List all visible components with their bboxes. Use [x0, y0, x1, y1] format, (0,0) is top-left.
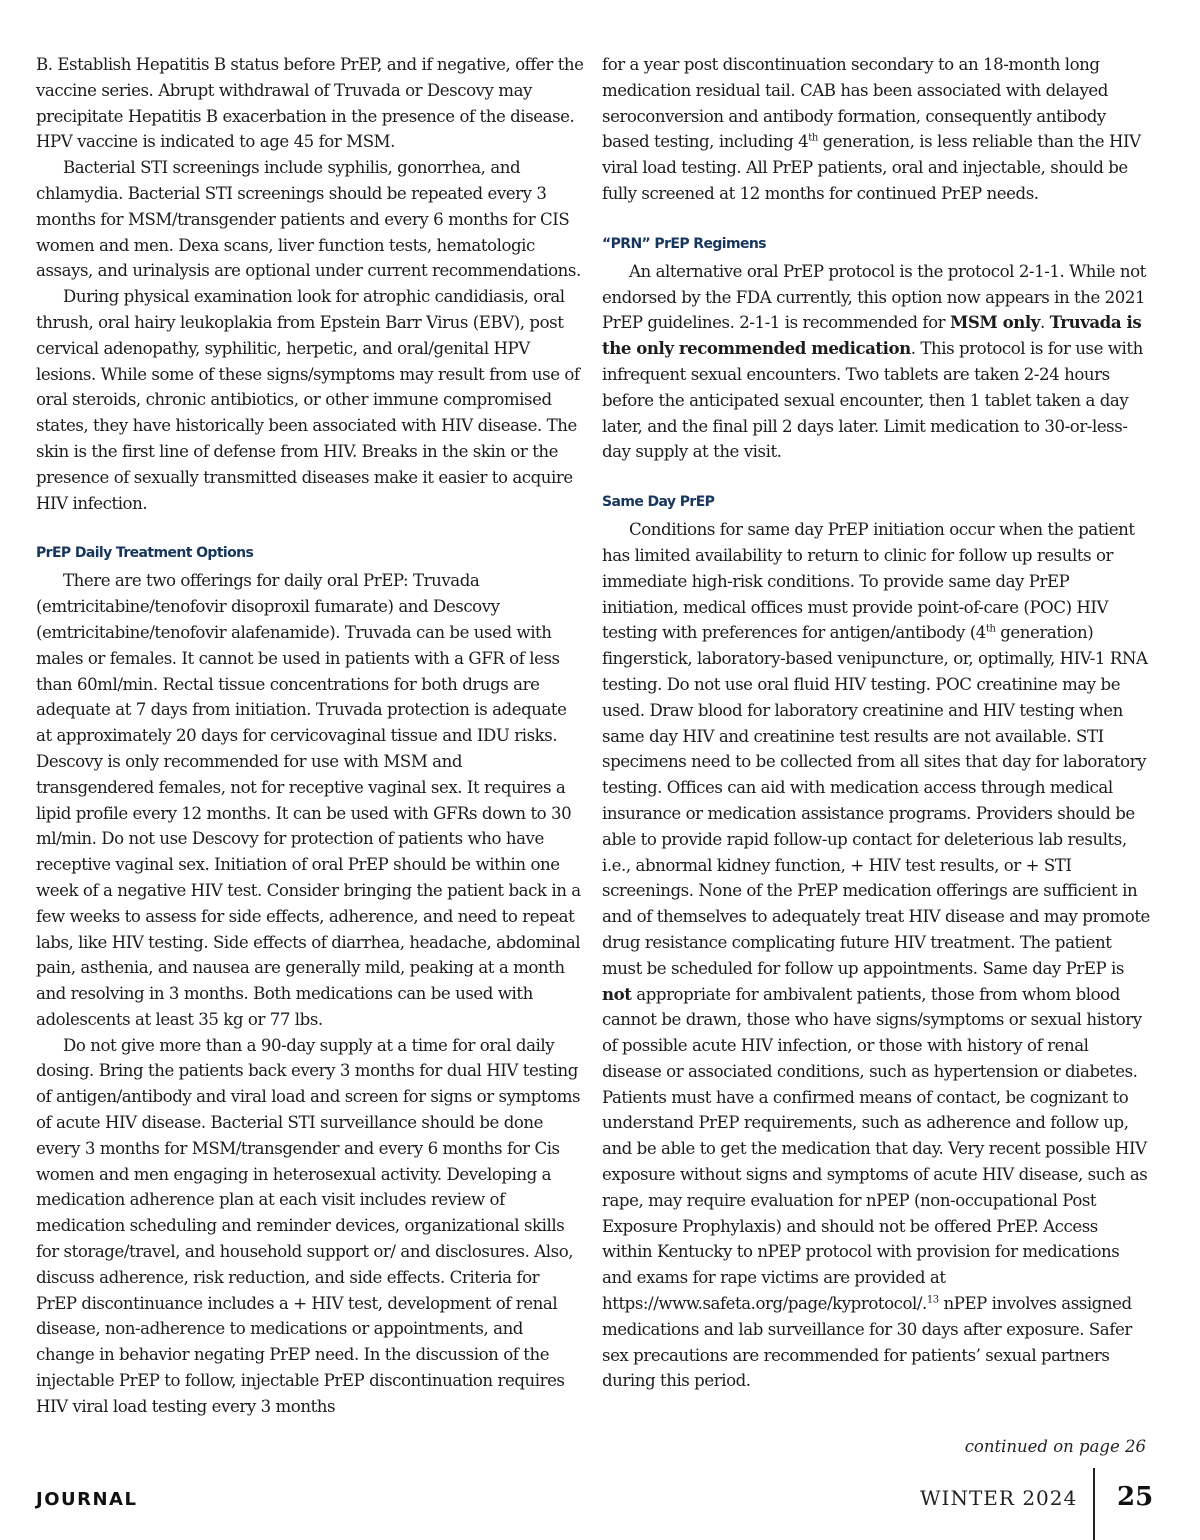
- superscript: th: [985, 623, 996, 635]
- paragraph-discontinuation: [602, 52, 1150, 207]
- bold-text: MSM only: [949, 312, 1040, 333]
- paragraph-hepatitis: B. Establish Hepatitis B status before PrEP, and if negative, offer the vaccine series. Abrupt withdrawal of Truvada or Descovy may precipitate Hepatitis B exacerbation in the presence of the disease. HPV vaccine is indicated to age 45 for MSM.: [36, 55, 584, 152]
- paragraph-sti-screenings: Bacterial STI screenings include syphilis, gonorrhea, and chlamydia. Bacterial STI screenings should be repeated every 3 months for MSM/transgender patients and every 6 months for CIS women and men. Dexa scans, liver function tests, hematologic assays, and urinalysis are optional under current recommendations.: [36, 158, 581, 281]
- text-run: generation, is less reliable than the HIV viral load testing. All PrEP patients, oral and injectable, should be fully screened at 12 months for continued PrEP needs.: [602, 132, 1141, 203]
- footer-issue-season: WINTER 2024: [920, 1486, 1078, 1510]
- text-run: appropriate for ambivalent patients, those from whom blood cannot be drawn, those who have signs/symptoms or sexual history of possible acute HIV infection, or those with history of renal disease or associated conditions, such as hypertension or diabetes. Patients must have a confirmed means of contact, be cognizant to understand PrEP requirements, such as adherence and follow up, and be able to get the medication that day. Very recent possible HIV exposure without signs and symptoms of acute HIV disease, such as rape, may require evaluation for nPEP (non-occupational Post Exposure Prophylaxis) and should not be offered PrEP. Access within Kentucky to nPEP protocol with provision for medications and exams for rape victims are provided at https://www.safeta.org/page/kyprotocol/.: [602, 984, 1148, 1314]
- heading-daily-treatment: PrEP Daily Treatment Options: [36, 545, 254, 562]
- footer-journal-title: JOURNAL: [36, 1489, 138, 1510]
- page-number: 25: [1117, 1482, 1154, 1512]
- footer-divider: [1093, 1468, 1095, 1540]
- text-run: for a year post discontinuation secondary to an 18-month long medication residual tail. CAB has been associated with delayed seroconversion and antibody formation, consequently antibody based testing, including 4: [602, 55, 1108, 152]
- bold-text: not: [602, 983, 632, 1004]
- paragraph-same-day: [602, 517, 1150, 1394]
- text-run: An alternative oral PrEP protocol is the protocol 2-1-1. While not endorsed by the FDA currently, this option now appears in the 2021 PrEP guidelines. 2-1-1 is recommended for: [602, 261, 1146, 333]
- heading-same-day: Same Day PrEP: [602, 494, 715, 511]
- text-run: generation) fingerstick, laboratory-based venipuncture, or, optimally, HIV-1 RNA testing. Do not use oral fluid HIV testing. POC creatinine may be used. Draw blood for laboratory creatinine and HIV testing when same day HIV and creatinine test results are not available. STI specimens need to be collected from all sites that day for laboratory testing. Offices can aid with medication access through medical insurance or medication assistance programs. Providers should be able to provide rapid follow-up contact for deleterious lab results, i.e., abnormal kidney function, + HIV test results, or + STI screenings. None of the PrEP medication offerings are sufficient in and of themselves to adequately treat HIV disease and may promote drug resistance complicating future HIV treatment. The patient must be scheduled for follow up appointments. Same day PrEP is: [602, 623, 1150, 978]
- reference-superscript: 13: [926, 1294, 939, 1306]
- heading-prn-regimens: “PRN” PrEP Regimens: [602, 235, 766, 252]
- text-run: Conditions for same day PrEP initiation occur when the patient has limited availability to return to clinic for follow up results or immediate high-risk conditions. To provide same day PrEP initiation, medical offices must provide point-of-care (POC) HIV testing with preferences for antigen/antibody (4: [602, 520, 1135, 643]
- text-run: . This protocol is for use with infrequent sexual encounters. Two tablets are taken 2-24 hours before the anticipated sexual encounter, then 1 tablet taken a day later, and the final pill 2 days later. Limit medication to 30-or-less-day supply at the visit.: [602, 339, 1143, 462]
- left-column: [36, 52, 584, 1420]
- paragraph-prn-protocol: [602, 259, 1150, 465]
- paragraph-daily-offerings: There are two offerings for daily oral PrEP: Truvada (emtricitabine/tenofovir disoproxil fumarate) and Descovy (emtricitabine/tenofovir alafenamide). Truvada can be used with males or females. It cannot be used in patients with a GFR of less than 60ml/min. Rectal tissue concentrations for both drugs are adequate at 7 days from initiation. Truvada protection is adequate at approximately 20 days for cervicovaginal tissue and IDU risks. Descovy is only recommended for use with MSM and transgendered females, not for receptive vaginal sex. It requires a lipid profile every 12 months. It can be used with GFRs down to 30 ml/min. Do not use Descovy for protection of patients who have receptive vaginal sex. Initiation of oral PrEP should be within one week of a negative HIV test. Consider bringing the patient back in a few weeks to assess for side effects, adherence, and need to repeat labs, like HIV testing. Side effects of diarrhea, headache, abdominal pain, asthenia, and nausea are generally mild, peaking at a month and resolving in 3 months. Both medications can be used with adolescents at least 35 kg or 77 lbs.: [36, 571, 581, 1029]
- continued-note: continued on page 26: [964, 1437, 1146, 1456]
- text-run: nPEP involves assigned medications and lab surveillance for 30 days after exposure. Safer sex precautions are recommended for patients’ sexual partners during this period.: [602, 1294, 1132, 1391]
- superscript: th: [808, 132, 818, 144]
- paragraph-dosing: Do not give more than a 90-day supply at a time for oral daily dosing. Bring the patients back every 3 months for dual HIV testing of antigen/antibody and viral load and screen for signs or symptoms of acute HIV disease. Bacterial STI surveillance should be done every 3 months for MSM/transgender and every 6 months for Cis women and men engaging in heterosexual activity. Developing a medication adherence plan at each visit includes review of medication scheduling and reminder devices, organizational skills for storage/travel, and household support or/ and disclosures. Also, discuss adherence, risk reduction, and side effects. Criteria for PrEP discontinuance includes a + HIV test, development of renal disease, non-adherence to medications or appointments, and change in behavior negating PrEP need. In the discussion of the injectable PrEP to follow, injectable PrEP discontinuation requires HIV viral load testing every 3 months: [36, 1035, 581, 1416]
- bold-text: Truvada is the only recommended medication: [602, 312, 1142, 359]
- text-run: .: [1039, 313, 1050, 333]
- paragraph-physical-exam: During physical examination look for atrophic candidiasis, oral thrush, oral hairy leukoplakia from Epstein Barr Virus (EBV), post cervical adenopathy, syphilitic, herpetic, and oral/genital HPV lesions. While some of these signs/symptoms may result from use of oral steroids, chronic antibiotics, or other immune compromised states, they have historically been associated with HIV disease. The skin is the first line of defense from HIV. Breaks in the skin or the presence of sexually transmitted diseases make it easier to acquire HIV infection.: [36, 287, 580, 513]
- right-column: [602, 52, 1150, 1394]
